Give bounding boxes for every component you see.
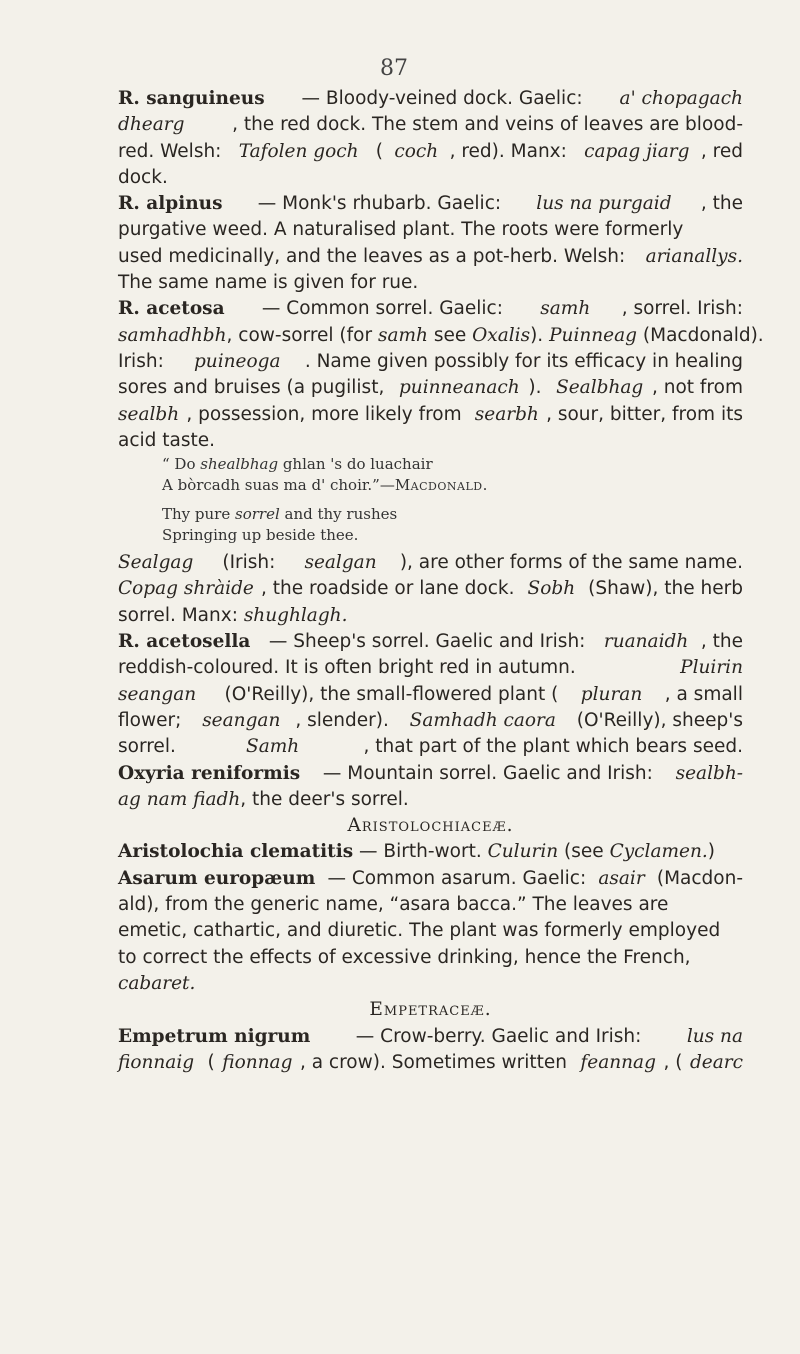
text-run: — Common sorrel. Gaelic: <box>256 298 509 320</box>
text-run: , the deer's sorrel. <box>240 788 409 810</box>
text-line <box>118 402 743 428</box>
text-run: red. Welsh: <box>118 140 228 162</box>
text-run: ( <box>201 1051 215 1073</box>
text-run: , sour, bitter, from its <box>546 403 743 425</box>
text-run: used medicinally, and the leaves as a pot-herb. Welsh: <box>118 245 632 267</box>
italic-term: lus na purgaid <box>536 193 672 215</box>
text-run: sorrel. <box>118 736 182 758</box>
italic-term: Tafolen goch <box>238 140 359 162</box>
text-run: — Monk's rhubarb. Gaelic: <box>251 193 507 215</box>
italic-term: shealbhag <box>200 455 279 474</box>
page-number: 87 <box>380 56 408 81</box>
text-run: ghlan 's do luachair <box>278 455 433 474</box>
italic-term: Samh <box>246 736 300 758</box>
text-run: Springing up beside thee. <box>162 526 359 545</box>
text-run: , slender). <box>295 709 395 731</box>
text-line <box>118 112 743 138</box>
text-run: , a crow). Sometimes written <box>299 1051 573 1073</box>
italic-term: dhearg <box>118 114 185 136</box>
italic-term: Oxalis <box>472 324 531 346</box>
text-run: ). <box>528 377 548 399</box>
text-line <box>118 217 743 243</box>
text-run: (O'Reilly), sheep's <box>570 709 743 731</box>
text-line <box>118 165 743 191</box>
family-heading-empetraceae <box>118 997 743 1023</box>
text-line <box>118 296 743 322</box>
text-run: emetic, cathartic, and diuretic. The plant was formerly employed <box>118 920 721 942</box>
italic-term: fionnaig <box>118 1051 195 1073</box>
italic-term: coch <box>394 140 439 162</box>
text-run: (Macdonald). <box>637 324 764 346</box>
italic-term: Sobh <box>527 578 576 600</box>
text-line <box>118 270 743 296</box>
italic-term: Sealgag <box>118 552 194 574</box>
text-run: Thy pure <box>162 505 235 524</box>
text-line <box>118 86 743 112</box>
italic-term: pluran <box>580 683 643 705</box>
text-run: — Crow-berry. Gaelic and Irish: <box>349 1025 648 1047</box>
text-line <box>118 892 743 918</box>
text-run: and thy rushes <box>279 505 398 524</box>
species-name: Aristolochia clematitis <box>118 841 354 863</box>
quote-line <box>162 475 743 496</box>
text-line <box>118 323 764 349</box>
section-rumex-a <box>118 86 764 454</box>
section-aristolochiaceae <box>118 839 743 997</box>
species-name: Empetrum nigrum <box>118 1025 311 1047</box>
text-run: (Irish: <box>216 552 282 574</box>
species-name: R. acetosa <box>118 298 225 320</box>
text-run: flower; <box>118 709 188 731</box>
text-run: ( <box>369 140 384 162</box>
quotation <box>118 454 743 546</box>
text-line <box>118 629 743 655</box>
text-line <box>118 550 743 576</box>
text-run: acid taste. <box>118 429 216 451</box>
text-run: , a small <box>664 683 743 705</box>
quote-line <box>162 525 743 546</box>
text-run: , ( <box>663 1051 683 1073</box>
text-run: , red). Manx: <box>449 140 573 162</box>
text-line <box>118 244 743 270</box>
text-line <box>118 866 743 892</box>
text-run: , the <box>700 193 743 215</box>
italic-term: samh <box>377 324 428 346</box>
species-name: R. acetosella <box>118 631 251 653</box>
text-line <box>118 375 743 401</box>
text-run: Macdonald. <box>394 476 488 495</box>
text-run: . Name given possibly for its efficacy in healing <box>304 350 743 372</box>
text-line <box>118 945 743 971</box>
text-run: sorrel. Manx: <box>118 604 244 626</box>
italic-term: cabaret. <box>118 972 196 994</box>
italic-term: Samhadh caora <box>409 709 556 731</box>
text-run: , the <box>700 631 743 653</box>
text-run: (Macdon- <box>650 867 743 889</box>
text-run: , the roadside or lane dock. <box>261 578 521 600</box>
text-run: Irish: <box>118 350 170 372</box>
italic-term: seangan <box>202 709 281 731</box>
italic-term: Culurin <box>487 841 559 863</box>
italic-term: a' chopagach <box>619 88 743 109</box>
text-line <box>118 839 743 865</box>
italic-term: samh <box>540 298 591 320</box>
text-run: , possession, more likely from <box>186 403 468 425</box>
text-run: purgative weed. A naturalised plant. The roots were formerly <box>118 219 684 241</box>
text-run: (O'Reilly), the small-flowered plant ( <box>218 683 559 705</box>
species-name: R. alpinus <box>118 193 223 215</box>
italic-term: Cyclamen. <box>609 841 708 863</box>
text-run: dock. <box>118 166 168 188</box>
text-run: , sorrel. Irish: <box>621 298 743 320</box>
text-line <box>118 655 743 681</box>
text-line <box>118 682 743 708</box>
italic-term: sealbh <box>118 403 180 425</box>
section-empetraceae <box>118 1024 743 1077</box>
italic-term: shughlagh. <box>243 604 348 626</box>
text-run: , red <box>700 140 743 162</box>
text-line <box>118 428 743 454</box>
text-run: , cow-sorrel (for <box>226 324 378 346</box>
species-name: R. sanguineus <box>118 88 265 109</box>
text-line <box>118 734 743 760</box>
italic-term: sealbh- <box>675 762 743 784</box>
italic-term: sealgan <box>304 552 377 574</box>
italic-term: Puinneag <box>549 324 638 346</box>
text-line <box>118 787 743 813</box>
italic-term: arianallys. <box>645 245 743 267</box>
italic-term: feannag <box>580 1051 656 1073</box>
text-run: see <box>427 324 473 346</box>
italic-term: Sealbhag <box>556 377 644 399</box>
text-run: “ Do <box>162 455 201 474</box>
text-run: — Sheep's sorrel. Gaelic and Irish: <box>262 631 592 653</box>
italic-term: asair <box>598 867 645 889</box>
page-text <box>118 86 764 1076</box>
text-run: ) <box>707 841 715 863</box>
species-name: Asarum europæum <box>118 867 316 889</box>
text-line <box>118 971 743 997</box>
text-run: , the red dock. The stem and veins of leaves are blood- <box>232 114 743 136</box>
italic-term: ag nam fiadh <box>118 788 241 810</box>
italic-term: puineoga <box>193 350 281 372</box>
text-run: to correct the effects of excessive drinking, hence the French, <box>118 946 691 968</box>
heading-text: Aristolochiaceæ. <box>347 815 514 837</box>
text-line <box>118 139 743 165</box>
italic-term: capag jiarg <box>584 140 690 162</box>
italic-term: ruanaidh <box>603 631 689 653</box>
text-run: reddish-coloured. It is often bright red in autumn. <box>118 657 582 679</box>
italic-term: seangan <box>118 683 197 705</box>
text-run: ), are other forms of the same name. <box>399 552 743 574</box>
italic-term: puinneanach <box>398 377 520 399</box>
text-run: The same name is given for rue. <box>118 272 419 294</box>
section-rumex-b <box>118 550 743 813</box>
text-line <box>118 191 743 217</box>
text-line <box>118 1050 743 1076</box>
italic-term: sorrel <box>235 505 280 524</box>
text-run: , not from <box>651 377 743 399</box>
text-run: — Bloody-veined dock. Gaelic: <box>295 88 589 109</box>
italic-term: Copag shràide <box>118 578 254 600</box>
italic-term: Pluirin <box>680 657 743 679</box>
text-run: — Mountain sorrel. Gaelic and Irish: <box>316 762 659 784</box>
text-line <box>118 918 743 944</box>
text-line <box>118 349 743 375</box>
italic-term: dearc <box>689 1051 743 1073</box>
italic-term: searbh <box>474 403 539 425</box>
text-run: — Common asarum. Gaelic: <box>321 867 593 889</box>
text-run: A bòrcadh suas ma d' choir.”— <box>162 476 395 495</box>
text-run: (Shaw), the herb <box>582 578 743 600</box>
text-line <box>118 708 743 734</box>
text-run: ). <box>530 324 550 346</box>
text-run: ald), from the generic name, “asara bacca.” The leaves are <box>118 894 669 916</box>
text-run: , that part of the plant which bears seed. <box>363 736 743 758</box>
text-line <box>118 576 743 602</box>
text-line <box>118 603 743 629</box>
text-line <box>118 761 743 787</box>
quote-line <box>162 504 743 525</box>
text-run: sores and bruises (a pugilist, <box>118 377 391 399</box>
text-run: (see <box>558 841 610 863</box>
italic-term: fionnag <box>222 1051 293 1073</box>
species-name: Oxyria reniformis <box>118 762 301 784</box>
heading-text: Empetraceæ. <box>369 999 492 1021</box>
text-line <box>118 1024 743 1050</box>
italic-term: samhadhbh <box>118 324 227 346</box>
quote-line <box>162 454 743 475</box>
text-run: — Birth-wort. <box>353 841 488 863</box>
italic-term: lus na <box>686 1025 743 1047</box>
family-heading-aristolochiaceae <box>118 813 743 839</box>
